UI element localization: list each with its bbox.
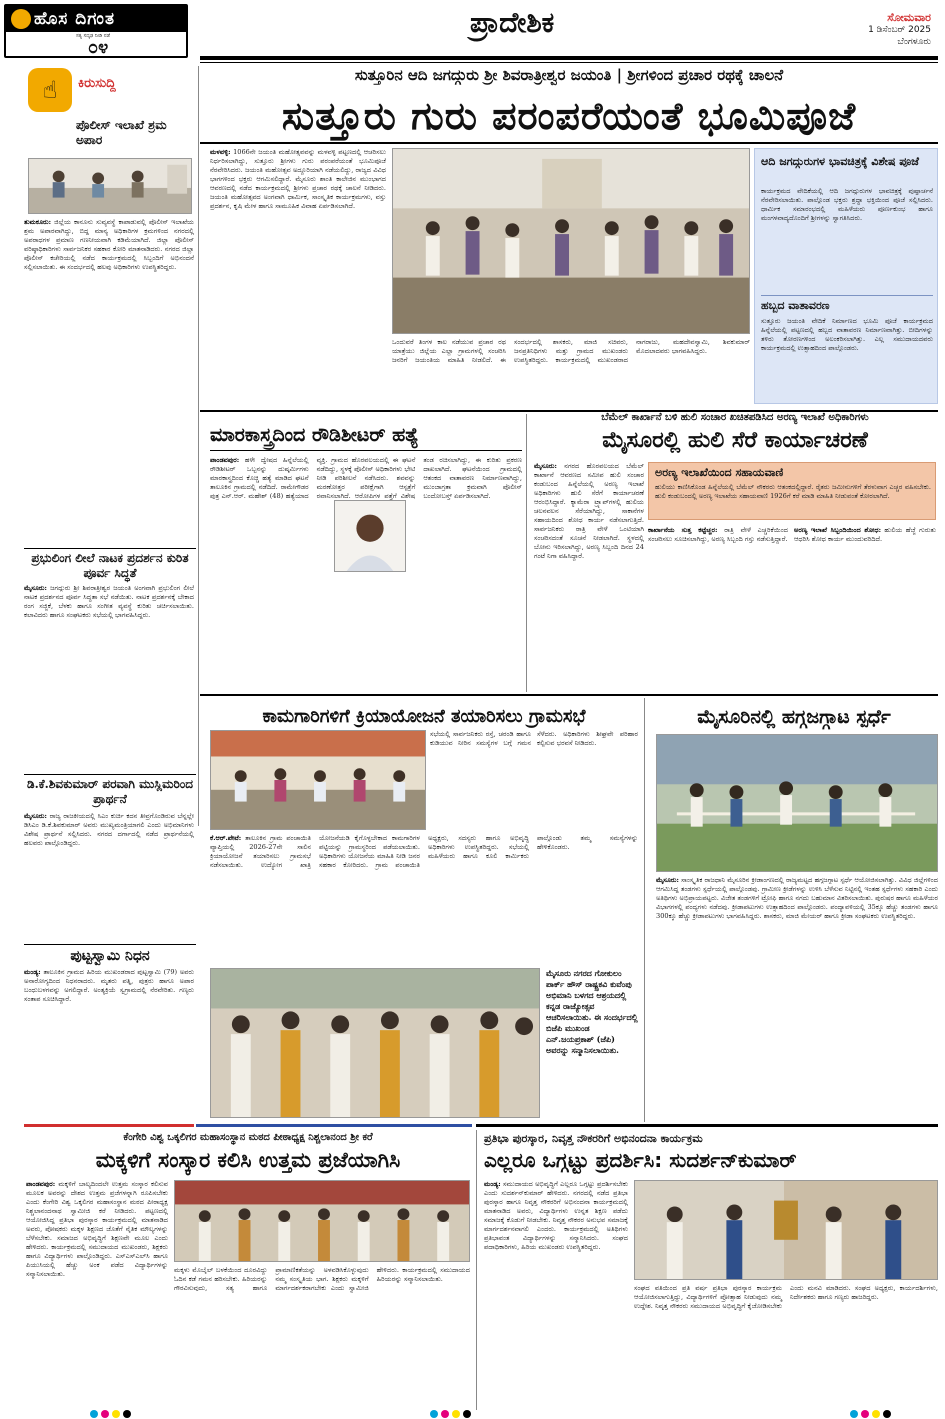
- box-divider: [761, 295, 933, 296]
- gramasabha-body-top: [430, 730, 638, 830]
- tiger-text: ನಗರದ ಹೊರವಲಯದ ಬೆಮೆಲ್ ಕಾರ್ಖಾನೆ ಆವರಣದ ಸಮೀಪ ಹುಲಿ ಸಂಚಾರ ಕಂಡುಬಂದ ಹಿನ್ನೆಲೆಯಲ್ಲಿ ಅರಣ್ಯ ಇಲಾಖೆ ಅಧಿಕಾರಿಗಳು ಹುಲಿ ಸೆರೆಗೆ ಕಾರ್ಯಾಚರಣೆ ಆರಂಭಿಸಿದ್ದಾರೆ. ಕ್ಯಾಮೆರಾ ಟ್ರ್ಯಾಪ್‌ಗಳಲ್ಲಿ ಹುಲಿಯ ಚಲನವಲನ ಸೆರೆಯಾಗಿದ್ದು, ಸಾಕಾನೆಗಳ ಸಹಾಯದಿಂದ ಶೋಧ ಕಾರ್ಯ ನಡೆಸಲಾಗುತ್ತಿದೆ. ಸಾರ್ವಜನಿಕರು ರಾತ್ರಿ ವೇಳೆ ಒಂಟಿಯಾಗಿ ಸಂಚರಿಸದಂತೆ ಸೂಚನೆ ನೀಡಲಾಗಿದೆ. ಸ್ಥಳದಲ್ಲಿ ಬೋನು ಇರಿಸಲಾಗಿದ್ದು, ಅರಣ್ಯ ಸಿಬ್ಬಂದಿ ದಿನದ 24 ಗಂಟೆ ನಿಗಾ ವಹಿಸಿದ್ದಾರೆ.: [534, 462, 644, 560]
- tiger-box-body: ಹುಲಿಯು ಕಾಣಿಸಿಕೊಂಡ ಹಿನ್ನೆಲೆಯಲ್ಲಿ ಬೆಮೆಲ್ ನೌಕರರು ಆತಂಕದಲ್ಲಿದ್ದಾರೆ. ರೈತರು ಜಮೀನುಗಳಿಗೆ ತೆರಳುವಾಗ ಎಚ್ಚರ ವಹಿಸಬೇಕು. ಹುಲಿ ಕಂಡುಬಂದಲ್ಲಿ ಅರಣ್ಯ ಇಲಾಖೆಯ ಸಹಾಯವಾಣಿ 1926ಗೆ ಕರೆ ಮಾಡಿ ಮಾಹಿತಿ ನೀಡುವಂತೆ ಕೋರಲಾಗಿದೆ.: [655, 483, 931, 500]
- murder-body: [210, 456, 522, 688]
- tiger-sub-a: ಕಾರ್ಖಾನೆಯ ಸುತ್ತ ಕಟ್ಟೆಚ್ಚರ:: [648, 526, 718, 534]
- bottom-rule-right: [476, 1124, 938, 1127]
- tiger-kicker: ಬೆಮೆಲ್ ಕಾರ್ಖಾನೆ ಬಳಿ ಹುಲಿ ಸಂಚಾರ ಖಚಿತಪಡಿಸಿದ ಅರಣ್ಯ ಇಲಾಖೆ ಅಧಿಕಾರಿಗಳು: [601, 412, 869, 423]
- brief-3-text: ರಾಜ್ಯ ರಾಜಕೀಯದಲ್ಲಿ ಸಿಎಂ ಕುರ್ಚಿ ಕದನ ತೀವ್ರಗೊಂಡಿರುವ ಬೆನ್ನಲ್ಲೇ ಡಿಸಿಎಂ ಡಿ.ಕೆ.ಶಿವಕುಮಾರ್ ಅವರು ಮುಖ್ಯಮಂತ್ರಿಯಾಗಲಿ ಎಂದು ಅಭಿಮಾನಿಗಳು ವಿಶೇಷ ಪ್ರಾರ್ಥನೆ ಸಲ್ಲಿಸಿದರು. ನಗರದ ದರ್ಗಾದಲ್ಲಿ ನಡೆದ ಪ್ರಾರ್ಥನೆಯಲ್ಲಿ ಹಲವರು ಪಾಲ್ಗೊಂಡಿದ್ದರು.: [24, 812, 194, 847]
- tiger-dateline: ಮೈಸೂರು:: [534, 462, 557, 470]
- tugofwar-text: ಸಾಂಸ್ಕೃತಿಕ ರಾಜಧಾನಿ ಮೈಸೂರಿನ ಕ್ರೀಡಾಂಗಣದಲ್ಲಿ ರಾಜ್ಯಮಟ್ಟದ ಹಗ್ಗಜಗ್ಗಾಟ ಸ್ಪರ್ಧೆ ಆಯೋಜಿಸಲಾಗಿತ್ತು. ವಿವಿಧ ಜಿಲ್ಲೆಗಳಿಂದ ಆಗಮಿಸಿದ್ದ ತಂಡಗಳು ಸ್ಪರ್ಧೆಯಲ್ಲಿ ಪಾಲ್ಗೊಂಡವು. ಗ್ರಾಮೀಣ ಕ್ರೀಡೆಗಳನ್ನು ಉಳಿಸಿ ಬೆಳೆಸುವ ನಿಟ್ಟಿನಲ್ಲಿ ಇಂತಹ ಸ್ಪರ್ಧೆಗಳು ಸಹಕಾರಿ ಎಂದು ಅತಿಥಿಗಳು ಅಭಿಪ್ರಾಯಪಟ್ಟರು. ವಿಜೇತ ತಂಡಗಳಿಗೆ ಟ್ರೋಫಿ ಹಾಗೂ ನಗದು ಬಹುಮಾನ ವಿತರಿಸಲಾಯಿತು. ಪುರುಷರ ಹಾಗೂ ಮಹಿಳೆಯರ ವಿಭಾಗಗಳಲ್ಲಿ ಪಂದ್ಯಗಳು ನಡೆದವು. ಕ್ರೀಡಾಪಟುಗಳು ಉತ್ಸಾಹದಿಂದ ಪಾಲ್ಗೊಂಡರು. ಪಂದ್ಯಾವಳಿಯಲ್ಲಿ 35ಕ್ಕೂ ಹೆಚ್ಚು ತಂಡಗಳು ಹಾಗೂ 300ಕ್ಕೂ ಹೆಚ್ಚು ಕ್ರೀಡಾಪಟುಗಳು ಭಾಗವಹಿಸಿದ್ದರು. ಶಾಸಕರು, ಮಾಜಿ ಮೇಯರ್ ಹಾಗೂ ಕ್ರೀಡಾ ಸಂಘಟಕರು ಉಪಸ್ಥಿತರಿದ್ದರು.: [656, 876, 938, 920]
- samskara-photo: [174, 1180, 470, 1262]
- box2-body: ಸುತ್ತೂರು ಜಯಂತಿ ವೇದಿಕೆ ನಿರ್ಮಾಣದ ಭೂಮಿ ಪೂಜೆ ಕಾರ್ಯಕ್ರಮದ ಹಿನ್ನೆಲೆಯಲ್ಲಿ ಪಟ್ಟಣದಲ್ಲಿ ಹಬ್ಬದ ವಾತಾವರಣ ನಿರ್ಮಾಣವಾಗಿತ್ತು. ಬೀದಿಗಳನ್ನು ತಳಿರು ತೋರಣಗಳಿಂದ ಅಲಂಕರಿಸಲಾಗಿತ್ತು. ಎಲ್ಲ ಸಮುದಾಯದವರು ಕಾರ್ಯಕ್ರಮದಲ್ಲಿ ಉತ್ಸಾಹದಿಂದ ಪಾಲ್ಗೊಂಡರು.: [761, 317, 933, 352]
- sudarshan-kicker: ಪ್ರತಿಭಾ ಪುರಸ್ಕಾರ, ನಿವೃತ್ತ ನೌಕರರಿಗೆ ಅಭಿನಂದನಾ ಕಾರ್ಯಕ್ರಮ: [484, 1132, 703, 1145]
- brief-4-dateline: ಮಂಡ್ಯ:: [24, 968, 41, 976]
- lead-dateline: ಮಳವಳ್ಳಿ:: [210, 148, 231, 156]
- kirusuddi-label-a: ಕಿರು: [78, 76, 96, 91]
- brief-3-body: [24, 812, 194, 944]
- police-event-photo: [28, 158, 192, 214]
- tiger-box-title: ಅರಣ್ಯ ಇಲಾಖೆಯಿಂದ ಸಹಾಯವಾಣಿ: [655, 466, 784, 479]
- tugofwar-dateline: ಮೈಸೂರು:: [656, 876, 679, 884]
- dateline-block: [868, 12, 931, 48]
- murder-rule: [210, 450, 522, 451]
- samskara-text: ಮಕ್ಕಳಿಗೆ ಬಾಲ್ಯದಿಂದಲೇ ಉತ್ತಮ ಸಂಸ್ಕಾರ ಕಲಿಸುವ ಮೂಲಕ ಅವರನ್ನು ದೇಶದ ಉತ್ತಮ ಪ್ರಜೆಗಳನ್ನಾಗಿ ರೂಪಿಸಬೇಕು ಎಂದು ಕೆಂಗೇರಿ ವಿಶ್ವ ಒಕ್ಕಲಿಗರ ಮಹಾಸಂಸ್ಥಾನ ಮಠದ ಪೀಠಾಧ್ಯಕ್ಷ ನಿಶ್ಚಲಾನಂದನಾಥ ಸ್ವಾಮೀಜಿ ಕರೆ ನೀಡಿದರು. ಪಟ್ಟಣದಲ್ಲಿ ಆಯೋಜಿಸಿದ್ದ ಪ್ರತಿಭಾ ಪುರಸ್ಕಾರ ಕಾರ್ಯಕ್ರಮದಲ್ಲಿ ಮಾತನಾಡಿದ ಅವರು, ಪೋಷಕರು ಮಕ್ಕಳ ಶಿಕ್ಷಣದ ಜೊತೆಗೆ ನೈತಿಕ ಮೌಲ್ಯಗಳನ್ನು ಬೆಳೆಸಬೇಕು. ಸಮಾಜದ ಅಭಿವೃದ್ಧಿಗೆ ಶಿಕ್ಷಣವೇ ಮೂಲ ಎಂದು ಹೇಳಿದರು. ಕಾರ್ಯಕ್ರಮದಲ್ಲಿ ಸಮುದಾಯದ ಮುಖಂಡರು, ಶಿಕ್ಷಕರು ಹಾಗೂ ವಿದ್ಯಾರ್ಥಿಗಳು ಪಾಲ್ಗೊಂಡಿದ್ದರು. ಎಸ್‌ಎಸ್‌ಎಲ್‌ಸಿ ಹಾಗೂ ಪಿಯುಸಿಯಲ್ಲಿ ಹೆಚ್ಚು ಅಂಕ ಪಡೆದ ವಿದ್ಯಾರ್ಥಿಗಳನ್ನು ಸನ್ಮಾನಿಸಲಾಯಿತು.: [26, 1180, 168, 1278]
- brief-1-body: [24, 218, 194, 546]
- rajyotsava-caption: ಮೈಸೂರು ನಗರದ ಗೋಕುಲಂ ಪಾರ್ಕ್ ಹೌಸ್ ರಾಷ್ಟ್ರಕವಿ ಕುವೆಂಪು ಅಭಿಮಾನಿ ಬಳಗದ ಆಶ್ರಯದಲ್ಲಿ ಕನ್ನಡ ರಾಜ್ಯೋತ್ಸವ ಆಚರಿಸಲಾಯಿತು. ಈ ಸಂದರ್ಭದಲ್ಲಿ ಬಿಜೆಪಿ ಮುಖಂಡ ಎನ್.ಜಯಪ್ರಕಾಶ್ (ಜೆಪಿ) ಅವರನ್ನು ಸನ್ಮಾನಿಸಲಾಯಿತು.: [546, 968, 638, 1055]
- black-dot: [883, 1410, 891, 1418]
- column-divider: [644, 698, 645, 1122]
- registration-marks: [90, 1410, 131, 1418]
- column-divider: [526, 414, 527, 692]
- tugofwar-body: [656, 876, 938, 1120]
- brief-1-text: ಜಿಲ್ಲೆಯ ಕಾನೂನು ಸುವ್ಯವಸ್ಥೆ ಕಾಪಾಡುವಲ್ಲಿ ಪೊಲೀಸ್ ಇಲಾಖೆಯ ಶ್ರಮ ಅಪಾರವಾಗಿದ್ದು, ಬಿದ್ದ ಮಾನ್ಯ ಅಧಿಕಾರಿಗಳ ಕ್ರಮಗಳಿಂದ ನಗರದಲ್ಲಿ ಅಪರಾಧಗಳ ಪ್ರಮಾಣ ಗಣನೀಯವಾಗಿ ಕಡಿಮೆಯಾಗಿದೆ. ಜಿಲ್ಲಾ ಪೊಲೀಸ್ ವರಿಷ್ಠಾಧಿಕಾರಿಗಳು ಸಾರ್ವಜನಿಕರ ಸಹಕಾರ ಕೋರಿ ಮಾತನಾಡಿದರು. ನಗರದ ಜಿಲ್ಲಾ ಪೊಲೀಸ್ ಕಚೇರಿಯಲ್ಲಿ ನಡೆದ ಕಾರ್ಯಕ್ರಮದಲ್ಲಿ ಸಿಬ್ಬಂದಿಗೆ ಅಭಿನಂದನೆ ಸಲ್ಲಿಸಲಾಯಿತು. ಈ ಸಂದರ್ಭದಲ್ಲಿ ಹಲವು ಅಧಿಕಾರಿಗಳು ಉಪಸ್ಥಿತರಿದ್ದರು.: [24, 218, 194, 271]
- tiger-body: [534, 462, 644, 688]
- brief-2-body: [24, 584, 194, 772]
- kirusuddi-label-b: ಸುದ್ದಿ: [95, 76, 116, 91]
- yellow-dot: [112, 1410, 120, 1418]
- cyan-dot: [850, 1410, 858, 1418]
- bottom-rule-blue: [196, 1124, 472, 1127]
- page-number: ೦೪: [88, 37, 109, 58]
- gramasabha-headline: ಕಾಮಗಾರಿಗಳಿಗೆ ಕ್ರಿಯಾಯೋಜನೆ ತಯಾರಿಸಲು ಗ್ರಾಮಸಭೆ: [262, 706, 586, 727]
- sudarshan-photo: [634, 1180, 938, 1280]
- kirusuddi-header: [22, 68, 192, 118]
- box1-title: ಆದಿ ಜಗದ್ಗುರುಗಳ ಭಾವಚಿತ್ರಕ್ಕೆ ವಿಶೇಷ ಪೂಜೆ: [761, 155, 919, 168]
- box2-title: ಹಬ್ಬದ ವಾತಾವರಣ: [761, 299, 830, 312]
- lead-sidebar-box: [754, 148, 938, 404]
- bottom-rule-left: [24, 1124, 194, 1127]
- sudarshan-body-cont: [634, 1284, 938, 1402]
- tiger-col2: ಕಾರ್ಖಾನೆಯ ಸುತ್ತ ಕಟ್ಟೆಚ್ಚರ: ರಾತ್ರಿ ವೇಳೆ ಎಚ್ಚರಿಕೆಯಿಂದ ಸಂಚರಿಸಲು ಸೂಚಿಸಲಾಗಿದ್ದು, ಅರಣ್ಯ ಸಿಬ್ಬಂದಿ ಗಸ್ತು ನಡೆಸುತ್ತಿದ್ದಾರೆ.: [648, 526, 788, 543]
- cyan-dot: [90, 1410, 98, 1418]
- masthead-logo: [4, 4, 188, 58]
- brief-2-text: ಜಗದ್ಗುರು ಶ್ರೀ ಶಿವರಾತ್ರೀಶ್ವರ ಜಯಂತಿ ಅಂಗವಾಗಿ ಪ್ರಭುಲಿಂಗ ಲೀಲೆ ನಾಟಕ ಪ್ರದರ್ಶನದ ಪೂರ್ವ ಸಿದ್ಧತಾ ಸಭೆ ನಡೆಯಿತು. ನಾಟಕ ಪ್ರದರ್ಶನಕ್ಕೆ ಬೇಕಾದ ರಂಗ ಸಜ್ಜಿಕೆ, ಬೆಳಕು ಹಾಗೂ ಸಂಗೀತ ವ್ಯವಸ್ಥೆ ಕುರಿತು ಚರ್ಚಿಸಲಾಯಿತು. ಕಲಾವಿದರು ಹಾಗೂ ಸಂಘಟಕರು ಸಭೆಯಲ್ಲಿ ಭಾಗವಹಿಸಿದ್ದರು.: [24, 584, 194, 619]
- day-label: ಸೋಮವಾರ: [887, 11, 931, 24]
- masthead-rule-thin: [200, 62, 938, 63]
- gramasabha-dateline: ಕೆ.ಆರ್.ಪೇಟೆ:: [210, 834, 242, 842]
- gramasabha-body: [210, 834, 638, 964]
- gramasabha-text: ತಾಲೂಕಿನ ಗ್ರಾಮ ಪಂಚಾಯಿತಿ ವ್ಯಾಪ್ತಿಯಲ್ಲಿ 2026-27ನೇ ಸಾಲಿನ ಕ್ರಿಯಾಯೋಜನೆ ತಯಾರಿಸಲು ಗ್ರಾಮಸಭೆ ನಡೆಸಲಾಯಿತು. ಉದ್ಯೋಗ ಖಾತ್ರಿ ಯೋಜನೆಯಡಿ ಕೈಗೊಳ್ಳಬೇಕಾದ ಕಾಮಗಾರಿಗಳ ಪಟ್ಟಿಯನ್ನು ಗ್ರಾಮಸ್ಥರಿಂದ ಪಡೆಯಲಾಯಿತು. ಅಧಿಕಾರಿಗಳು ಯೋಜನೆಯ ಮಾಹಿತಿ ನೀಡಿ ಜನರ ಸಹಕಾರ ಕೋರಿದರು. ಗ್ರಾಮ ಪಂಚಾಯಿತಿ ಅಧ್ಯಕ್ಷರು, ಸದಸ್ಯರು ಹಾಗೂ ಅಭಿವೃದ್ಧಿ ಅಧಿಕಾರಿಗಳು ಉಪಸ್ಥಿತರಿದ್ದರು. ಸಭೆಯಲ್ಲಿ ಮಹಿಳೆಯರು ಹಾಗೂ ಕೂಲಿ ಕಾರ್ಮಿಕರು ಪಾಲ್ಗೊಂಡು ತಮ್ಮ ಸಮಸ್ಯೆಗಳನ್ನು ಹೇಳಿಕೊಂಡರು.: [210, 834, 638, 869]
- lead-headline: ಸುತ್ತೂರು ಗುರು ಪರಂಪರೆಯಂತೆ ಭೂಮಿಪೂಜೆ: [281, 94, 857, 138]
- city-label: ಬೆಂಗಳೂರು: [897, 37, 931, 47]
- gramasabha-body-extra: ಸಭೆಯಲ್ಲಿ ಸಾರ್ವಜನಿಕರು ರಸ್ತೆ, ಚರಂಡಿ ಹಾಗೂ ಕುಡಿಯುವ ನೀರಿನ ಸಮಸ್ಯೆಗಳ ಬಗ್ಗೆ ಗಮನ ಸೆಳೆದರು. ಅಧಿಕಾರಿಗಳು ಶೀಘ್ರವೇ ಪರಿಹಾರ ಕಲ್ಪಿಸುವ ಭರವಸೆ ನೀಡಿದರು.: [430, 730, 638, 747]
- samskara-body: [26, 1180, 168, 1402]
- lead-photo: [392, 148, 750, 334]
- sudarshan-body-extra: ಸಂಘದ ವತಿಯಿಂದ ಪ್ರತಿ ವರ್ಷ ಪ್ರತಿಭಾ ಪುರಸ್ಕಾರ ಕಾರ್ಯಕ್ರಮ ಆಯೋಜಿಸಲಾಗುತ್ತಿದ್ದು, ವಿದ್ಯಾರ್ಥಿಗಳಿಗೆ ಪ್ರೋತ್ಸಾಹ ನೀಡುವುದು ನಮ್ಮ ಉದ್ದೇಶ. ನಿವೃತ್ತ ನೌಕರರು ಸಮುದಾಯದ ಅಭಿವೃದ್ಧಿಗೆ ಕೈಜೋಡಿಸಬೇಕು ಎಂದು ಮನವಿ ಮಾಡಿದರು. ಸಂಘದ ಅಧ್ಯಕ್ಷರು, ಕಾರ್ಯದರ್ಶಿಗಳು, ನಿರ್ದೇಶಕರು ಹಾಗೂ ಗಣ್ಯರು ಹಾಜರಿದ್ದರು.: [634, 1284, 938, 1310]
- samskara-dateline: ಪಾಂಡವಪುರ:: [26, 1180, 56, 1188]
- samskara-headline: ಮಕ್ಕಳಿಗೆ ಸಂಸ್ಕಾರ ಕಲಿಸಿ ಉತ್ತಮ ಪ್ರಜೆಯಾಗಿಸಿ: [95, 1148, 401, 1172]
- box1-body: ಕಾರ್ಯಕ್ರಮದ ವೇದಿಕೆಯಲ್ಲಿ ಆದಿ ಜಗದ್ಗುರುಗಳ ಭಾವಚಿತ್ರಕ್ಕೆ ಪುಷ್ಪಾರ್ಚನೆ ನೆರವೇರಿಸಲಾಯಿತು. ಪಾಲ್ಗೊಂಡ ಭಕ್ತರು ಶ್ರದ್ಧಾ ಭಕ್ತಿಯಿಂದ ಪೂಜೆ ಸಲ್ಲಿಸಿದರು. ಧಾರ್ಮಿಕ ಸಮಾರಂಭದಲ್ಲಿ ಮಹಿಳೆಯರು ಪೂರ್ಣಕುಂಭ ಹಾಗೂ ಮಂಗಳವಾದ್ಯದೊಂದಿಗೆ ಶ್ರೀಗಳನ್ನು ಸ್ವಾಗತಿಸಿದರು.: [761, 187, 933, 222]
- sudarshan-text: ಸಮುದಾಯದ ಅಭಿವೃದ್ಧಿಗೆ ಎಲ್ಲರೂ ಒಗ್ಗಟ್ಟು ಪ್ರದರ್ಶಿಸಬೇಕು ಎಂದು ಸುದರ್ಶನ್‌ಕುಮಾರ್ ಹೇಳಿದರು. ನಗರದಲ್ಲಿ ನಡೆದ ಪ್ರತಿಭಾ ಪುರಸ್ಕಾರ ಹಾಗೂ ನಿವೃತ್ತ ನೌಕರರಿಗೆ ಅಭಿನಂದನಾ ಕಾರ್ಯಕ್ರಮದಲ್ಲಿ ಮಾತನಾಡಿದ ಅವರು, ವಿದ್ಯಾರ್ಥಿಗಳು ಉನ್ನತ ಶಿಕ್ಷಣ ಪಡೆದು ಸಮಾಜಕ್ಕೆ ಕೊಡುಗೆ ನೀಡಬೇಕು. ನಿವೃತ್ತ ನೌಕರರ ಅನುಭವ ಸಮಾಜಕ್ಕೆ ಮಾರ್ಗದರ್ಶನವಾಗಲಿ ಎಂದರು. ಕಾರ್ಯಕ್ರಮದಲ್ಲಿ ಅತಿಥಿಗಳು ಪ್ರತಿಭಾವಂತ ವಿದ್ಯಾರ್ಥಿಗಳನ್ನು ಸನ್ಮಾನಿಸಿದರು. ಸಂಘದ ಪದಾಧಿಕಾರಿಗಳು, ಹಿರಿಯ ಮುಖಂಡರು ಉಪಸ್ಥಿತರಿದ್ದರು.: [484, 1180, 628, 1251]
- tiger-helpline-box: [648, 462, 936, 520]
- sudarshan-headline: ಎಲ್ಲರೂ ಒಗ್ಗಟ್ಟು ಪ್ರದರ್ಶಿಸಿ: ಸುದರ್ಶನ್‌ಕುಮಾರ್: [484, 1148, 797, 1172]
- samskara-kicker: ಕೆಂಗೇರಿ ವಿಶ್ವ ಒಕ್ಕಲಿಗರ ಮಹಾಸಂಸ್ಥಾನ ಮಠದ ಪೀಠಾಧ್ಯಕ್ಷ ನಿಶ್ಚಲಾನಂದ ಶ್ರೀ ಕರೆ: [123, 1132, 373, 1143]
- brief-2-dateline: ಮೈಸೂರು:: [24, 584, 47, 592]
- lead-body-col2: [392, 338, 750, 404]
- tiger-col3: ಅರಣ್ಯ ಇಲಾಖೆ ಸಿಬ್ಬಂದಿಯಿಂದ ಶೋಧ: ಹುಲಿಯ ಹೆಜ್ಜೆ ಗುರುತು ಆಧರಿಸಿ ಶೋಧ ಕಾರ್ಯ ಮುಂದುವರಿದಿದೆ.: [794, 526, 936, 543]
- masthead-rule: [200, 56, 938, 60]
- rajyotsava-photo: [210, 968, 540, 1118]
- kirusuddi-label: [78, 76, 116, 91]
- brief-4-text: ತಾಲೂಕಿನ ಗ್ರಾಮದ ಹಿರಿಯ ಮುಖಂಡರಾದ ಪುಟ್ಟಸ್ವಾಮಿ (79) ಅವರು ಅನಾರೋಗ್ಯದಿಂದ ನಿಧನರಾದರು. ಮೃತರು ಪತ್ನಿ, ಪುತ್ರರು ಹಾಗೂ ಅಪಾರ ಬಂಧುಬಳಗವನ್ನು ಅಗಲಿದ್ದಾರೆ. ಅಂತ್ಯಕ್ರಿಯೆ ಸ್ವಗ್ರಾಮದಲ್ಲಿ ನೆರವೇರಿತು. ಗಣ್ಯರು ಸಂತಾಪ ಸೂಚಿಸಿದ್ದಾರೆ.: [24, 968, 194, 1003]
- column-divider: [198, 66, 199, 826]
- tugofwar-photo: [656, 734, 938, 872]
- brief-3-dateline: ಮೈಸೂರು:: [24, 812, 47, 820]
- brief-3-title: ಡಿ.ಕೆ.ಶಿವಕುಮಾರ್ ಪರವಾಗಿ ಮುಸ್ಲಿಮರಿಂದ ಪ್ರಾರ್ಥನೆ: [27, 777, 193, 806]
- brief-1-title: ಪೊಲೀಸ್ ಇಲಾಖೆ ಶ್ರಮ ಅಪಾರ: [76, 118, 167, 147]
- pointing-hand-icon: ☝: [28, 68, 72, 112]
- lead-kicker: ಸುತ್ತೂರಿನ ಆದಿ ಜಗದ್ಗುರು ಶ್ರೀ ಶಿವರಾತ್ರೀಶ್ವರ ಜಯಂತಿ | ಶ್ರೀಗಳಿಂದ ಪ್ರಚಾರ ರಥಕ್ಕೆ ಚಾಲನೆ: [354, 66, 784, 84]
- section-title: ಪ್ರಾದೇಶಿಕ: [470, 6, 555, 39]
- brief-1: [24, 118, 196, 148]
- brief-1-dateline: ತುಮಕೂರು:: [24, 218, 52, 226]
- sudarshan-body: [484, 1180, 628, 1402]
- registration-marks: [850, 1410, 891, 1418]
- logo-tagline: ಸತ್ಯ ಸದೃಢ ನೀಡಿ ನಡೆ: [76, 33, 110, 39]
- brief-4-title: ಪುಟ್ಟಸ್ವಾಮಿ ನಿಧನ: [70, 948, 150, 964]
- magenta-dot: [861, 1410, 869, 1418]
- tiger-headline: ಮೈಸೂರಲ್ಲಿ ಹುಲಿ ಸೆರೆ ಕಾರ್ಯಾಚರಣೆ: [602, 428, 868, 453]
- cyan-dot: [430, 1410, 438, 1418]
- column-divider: [476, 1130, 477, 1410]
- sudarshan-dateline: ಮಂಡ್ಯ:: [484, 1180, 501, 1188]
- murder-headline: ಮಾರಕಾಸ್ತ್ರದಿಂದ ರೌಡಿಶೀಟರ್ ಹತ್ಯೆ: [210, 424, 419, 446]
- yellow-dot: [872, 1410, 880, 1418]
- lead-body-col1: [210, 148, 386, 406]
- samskara-body-cont: [174, 1266, 470, 1402]
- date-label: 1 ಡಿಸೆಂಬರ್ 2025: [868, 25, 931, 35]
- logo-emblem-icon: [11, 9, 31, 29]
- black-dot: [123, 1410, 131, 1418]
- lead-body-1: 1066ನೇ ಜಯಂತಿ ಮಹೋತ್ಸವವನ್ನು ಮಳವಳ್ಳಿ ಪಟ್ಟಣದಲ್ಲಿ ಆಚರಿಸಲು ನಿರ್ಧರಿಸಲಾಗಿದ್ದು, ಸುತ್ತೂರು ಶ್ರೀಗಳು ಗುರು ಪರಂಪರೆಯಂತೆ ಭೂಮಿಪೂಜೆ ನೆರವೇರಿಸಿದರು. ಜಯಂತಿ ಮಹೋತ್ಸವ ಅದ್ದೂರಿಯಾಗಿ ನಡೆಯಲಿದ್ದು, ರಾಜ್ಯದ ವಿವಿಧ ಭಾಗಗಳಿಂದ ಭಕ್ತರು ಆಗಮಿಸಲಿದ್ದಾರೆ. ಮೈಸೂರು ಶಾಂತಿ ಕಾಲೇಜಿನ ಮುಂಭಾಗದ ಆವರಣದಲ್ಲಿ ನಡೆದ ಕಾರ್ಯಕ್ರಮದಲ್ಲಿ ಶ್ರೀಗಳು ಪ್ರಚಾರ ರಥಕ್ಕೆ ಚಾಲನೆ ನೀಡಿದರು. ಜಯಂತಿ ಮಹೋತ್ಸವದ ಅಂಗವಾಗಿ ಧಾರ್ಮಿಕ, ಸಾಂಸ್ಕೃತಿಕ ಕಾರ್ಯಕ್ರಮಗಳು, ವಸ್ತು ಪ್ರದರ್ಶನ, ಕೃಷಿ ಮೇಳ ಹಾಗೂ ಸಾಮೂಹಿಕ ವಿವಾಹ ಏರ್ಪಡಿಸಲಾಗಿದೆ.: [210, 148, 386, 210]
- black-dot: [463, 1410, 471, 1418]
- magenta-dot: [441, 1410, 449, 1418]
- registration-marks: [430, 1410, 471, 1418]
- logo-text: ಹೊಸ ದಿಗಂತ: [34, 9, 115, 29]
- murder-dateline: ಪಾಂಡವಪುರ:: [210, 456, 240, 464]
- section-rule: [200, 694, 938, 696]
- lead-rule: [200, 142, 938, 144]
- brief-separator: [24, 548, 196, 549]
- lead-body-2: ಒಂದುವರೆ ತಿಂಗಳ ಕಾಲ ನಡೆಯುವ ಪ್ರಚಾರ ರಥ ಯಾತ್ರೆಯು ಜಿಲ್ಲೆಯ ಎಲ್ಲಾ ಗ್ರಾಮಗಳಲ್ಲಿ ಸಂಚರಿಸಿ ಜನರಿಗೆ ಜಯಂತಿಯ ಮಾಹಿತಿ ನೀಡಲಿದೆ. ಈ ಸಂದರ್ಭದಲ್ಲಿ ಶಾಸಕರು, ಮಾಜಿ ಸಚಿವರು, ಜನಪ್ರತಿನಿಧಿಗಳು ಮತ್ತು ಗ್ರಾಮದ ಮುಖಂಡರು ಉಪಸ್ಥಿತರಿದ್ದರು. ಕಾರ್ಯಕ್ರಮದಲ್ಲಿ ಮುಖಂಡರಾದ ನಾಗರಾಜು, ಮಹದೇವಸ್ವಾಮಿ, ಶಿವಕುಮಾರ್ ಮೊದಲಾದವರು ಭಾಗವಹಿಸಿದ್ದರು.: [392, 338, 750, 364]
- yellow-dot: [452, 1410, 460, 1418]
- tugofwar-headline: ಮೈಸೂರಿನಲ್ಲಿ ಹಗ್ಗಜಗ್ಗಾಟ ಸ್ಪರ್ಧೆ: [697, 706, 891, 728]
- murder-text: ಹಳೇ ದ್ವೇಷದ ಹಿನ್ನೆಲೆಯಲ್ಲಿ ರೌಡಿಶೀಟರ್ ಒಬ್ಬನನ್ನು ದುಷ್ಕರ್ಮಿಗಳು ಮಾರಕಾಸ್ತ್ರದಿಂದ ಕೊಚ್ಚಿ ಹತ್ಯೆ ಮಾಡಿದ ಘಟನೆ ತಾಲೂಕಿನ ಗ್ರಾಮದಲ್ಲಿ ನಡೆದಿದೆ. ರಾಮೇಗೌಡರ ಪುತ್ರ ಎನ್.ಆರ್. ಮಹೇಶ್ (48) ಹತ್ಯೆಯಾದ ವ್ಯಕ್ತಿ. ಗ್ರಾಮದ ಹೊರವಲಯದಲ್ಲಿ ಈ ಘಟನೆ ನಡೆದಿದ್ದು, ಸ್ಥಳಕ್ಕೆ ಪೊಲೀಸ್ ಅಧಿಕಾರಿಗಳು ಭೇಟಿ ನೀಡಿ ಪರಿಶೀಲನೆ ನಡೆಸಿದರು. ಶವವನ್ನು ಮರಣೋತ್ತರ ಪರೀಕ್ಷೆಗಾಗಿ ಆಸ್ಪತ್ರೆಗೆ ರವಾನಿಸಲಾಗಿದೆ. ಆರೋಪಿಗಳ ಪತ್ತೆಗೆ ವಿಶೇಷ ತಂಡ ರಚಿಸಲಾಗಿದ್ದು, ಈ ಕುರಿತು ಪ್ರಕರಣ ದಾಖಲಾಗಿದೆ. ಘಟನೆಯಿಂದ ಗ್ರಾಮದಲ್ಲಿ ಆತಂಕದ ವಾತಾವರಣ ನಿರ್ಮಾಣವಾಗಿದ್ದು, ಮುಂಜಾಗ್ರತಾ ಕ್ರಮವಾಗಿ ಪೊಲೀಸ್ ಬಂದೋಬಸ್ತ್ ಏರ್ಪಡಿಸಲಾಗಿದೆ.: [210, 456, 522, 500]
- brief-separator: [24, 774, 196, 775]
- samskara-body-extra: ಮಕ್ಕಳು ಮೊಬೈಲ್ ಬಳಕೆಯಿಂದ ದೂರವಿದ್ದು ಓದಿನ ಕಡೆ ಗಮನ ಹರಿಸಬೇಕು. ಹಿರಿಯರನ್ನು ಗೌರವಿಸುವುದು, ಸತ್ಯ ಹಾಗೂ ಪ್ರಾಮಾಣಿಕತೆಯನ್ನು ಅಳವಡಿಸಿಕೊಳ್ಳುವುದು ನಮ್ಮ ಸಂಸ್ಕೃತಿಯ ಭಾಗ. ಶಿಕ್ಷಕರು ಮಕ್ಕಳಿಗೆ ಮಾರ್ಗದರ್ಶಕರಾಗಬೇಕು ಎಂದು ಸ್ವಾಮೀಜಿ ಹೇಳಿದರು. ಕಾರ್ಯಕ್ರಮದಲ್ಲಿ ಸಮುದಾಯದ ಹಿರಿಯರನ್ನು ಸನ್ಮಾನಿಸಲಾಯಿತು.: [174, 1266, 470, 1292]
- gramasabha-photo: [210, 730, 426, 830]
- brief-2-title: ಪ್ರಭುಲಿಂಗ ಲೀಲೆ ನಾಟಕ ಪ್ರದರ್ಶನ ಕುರಿತ ಪೂರ್ವ ಸಿದ್ಧತೆ: [31, 551, 189, 580]
- brief-separator: [24, 944, 196, 945]
- brief-4-body: [24, 968, 194, 1106]
- magenta-dot: [101, 1410, 109, 1418]
- tiger-sub-b: ಅರಣ್ಯ ಇಲಾಖೆ ಸಿಬ್ಬಂದಿಯಿಂದ ಶೋಧ:: [794, 526, 882, 534]
